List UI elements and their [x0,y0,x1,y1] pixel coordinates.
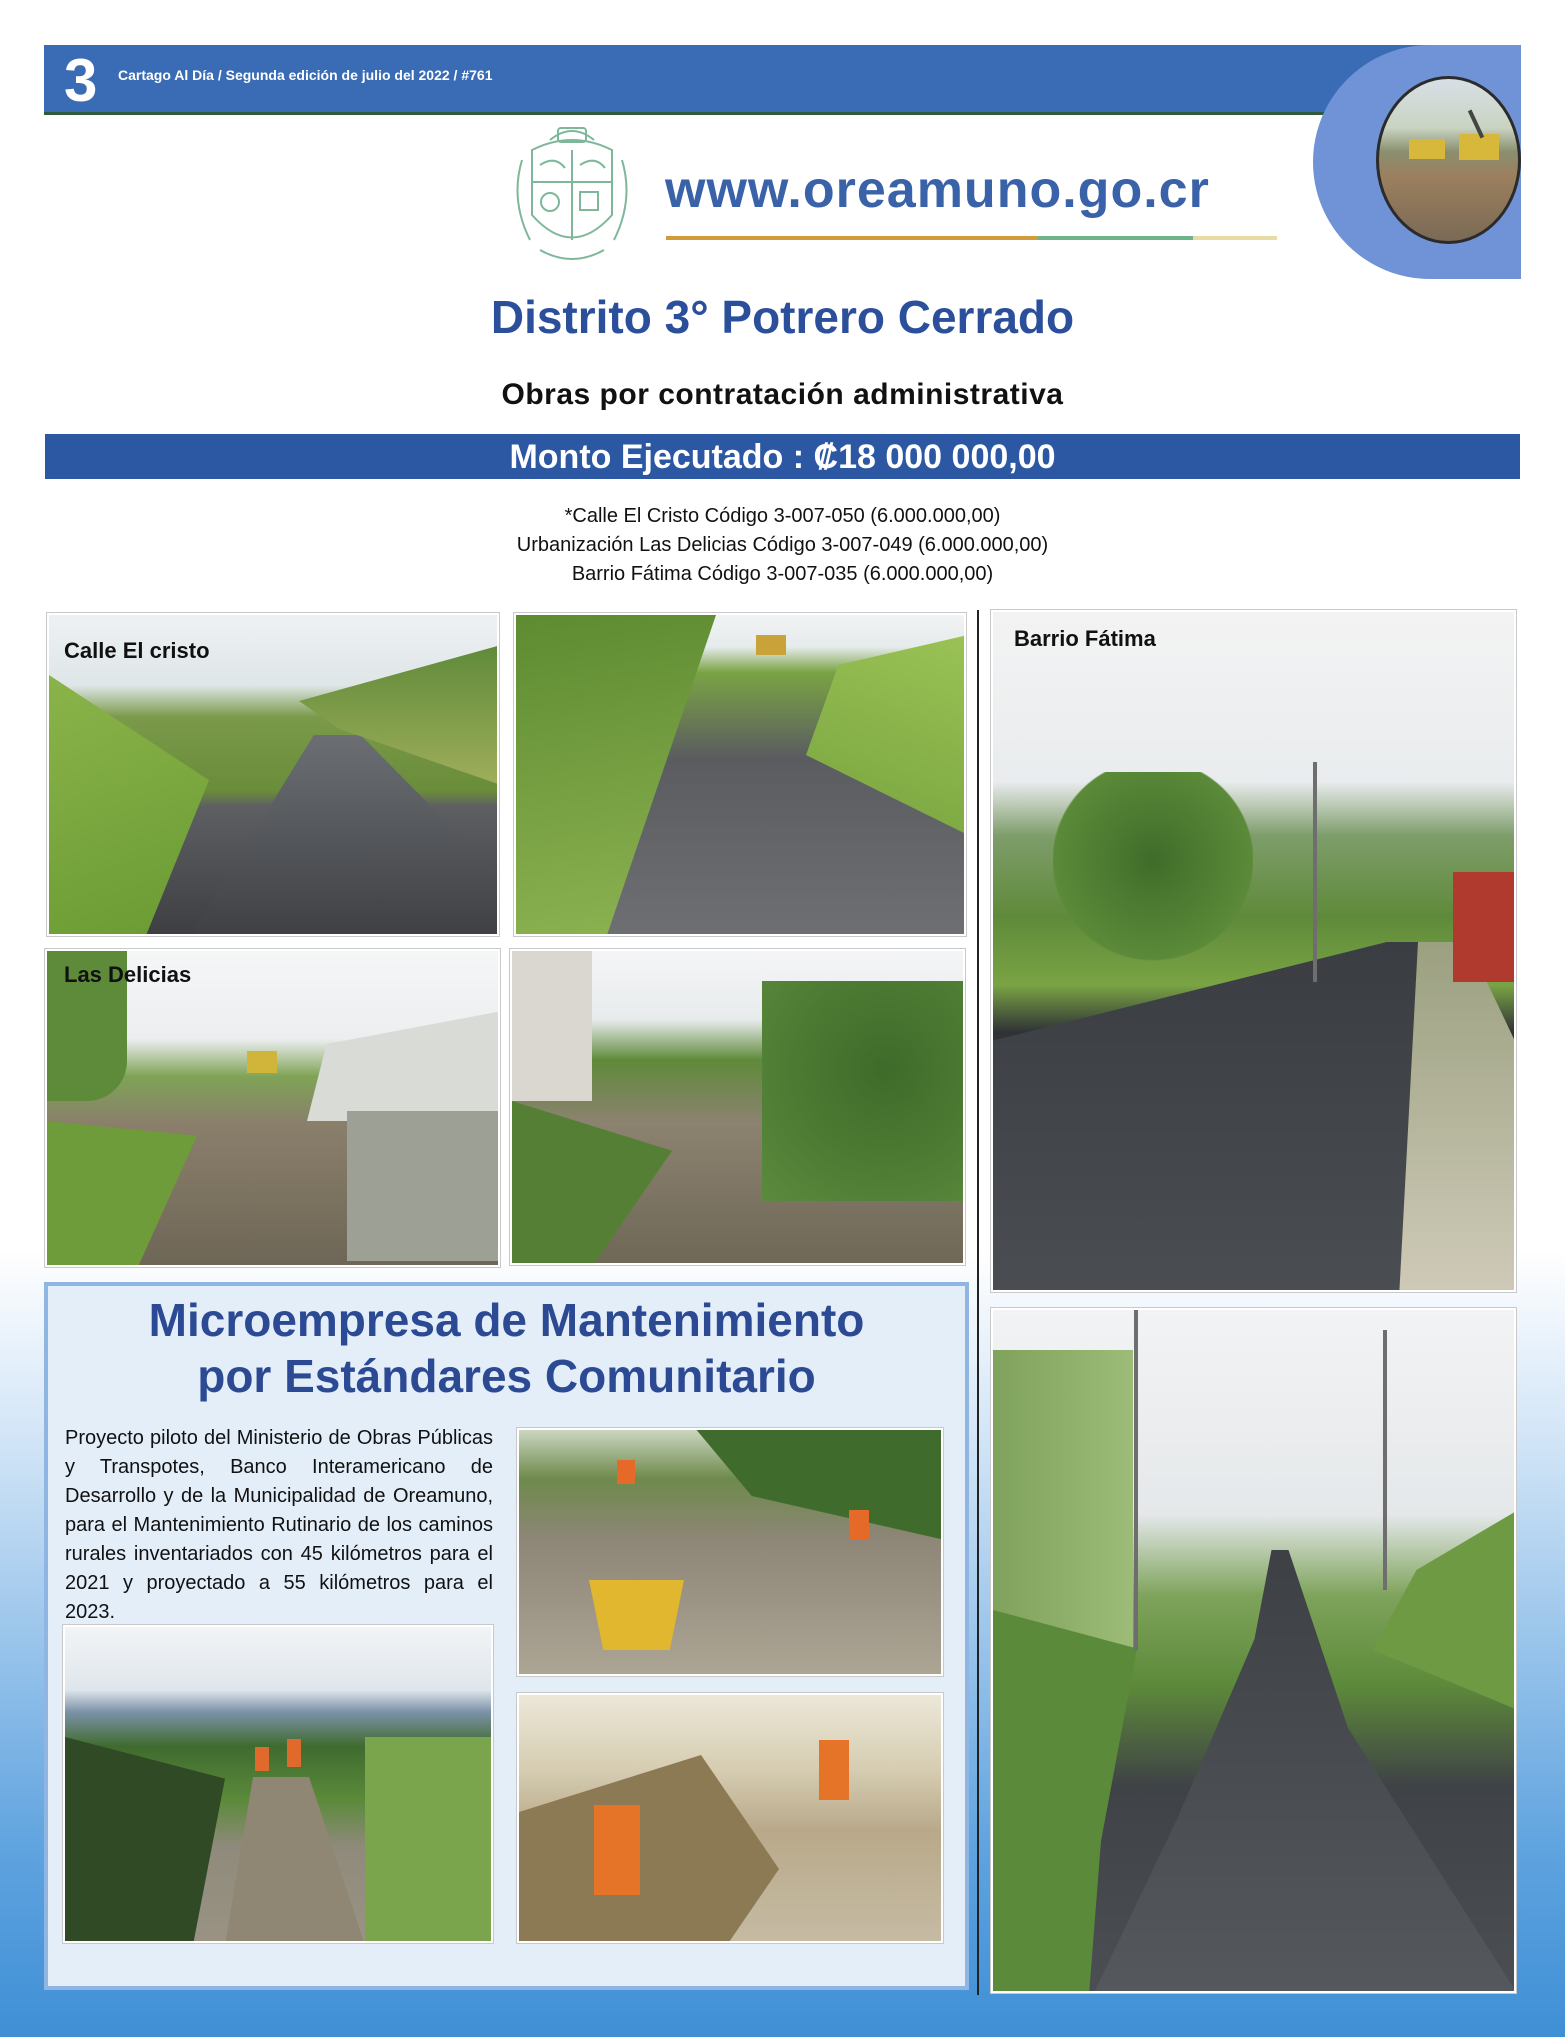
district-title: Distrito 3° Potrero Cerrado [490,291,1075,343]
website-underline-orange [666,236,1038,240]
corner-machinery-photo [1376,76,1521,244]
microempresa-title-line2: por Estándares Comunitario [197,1350,816,1402]
photo-workers-stone-repair [517,1428,943,1676]
photo-barrio-fatima-1 [991,610,1516,1292]
photo-workers-rural-road [63,1625,493,1943]
edition-line: Cartago Al Día / Segunda edición de julio del 2022 / #761 [118,67,493,83]
photo-workers-brush-clearing [517,1693,943,1943]
road-codes [0,502,1565,589]
label-calle-el-cristo: Calle El cristo [64,638,210,663]
label-las-delicias: Las Delicias [64,962,192,987]
amount-bar: Monto Ejecutado : ₡18 000 000,00 [45,434,1520,479]
photo-las-delicias-1 [45,949,500,1267]
page-number: 3 [64,47,98,114]
code-line: *Calle El Cristo Código 3-007-050 (6.000.000,00) [564,505,1001,527]
website-url[interactable]: www.oreamuno.go.cr [665,161,1210,219]
column-divider [977,610,979,1995]
code-line: Barrio Fátima Código 3-007-035 (6.000.000,00) [571,563,994,585]
website-underline-green [1038,236,1193,240]
microempresa-title [44,1292,969,1404]
photo-las-delicias-2 [510,949,965,1265]
code-line: Urbanización Las Delicias Código 3-007-049 (6.000.000,00) [516,534,1049,556]
works-subtitle: Obras por contratación administrativa [501,378,1064,411]
microempresa-title-line1: Microempresa de Mantenimiento [148,1294,865,1346]
microempresa-description: Proyecto piloto del Ministerio de Obras Públicas y Transpotes, Banco Interamericano de Desarrollo y de la Municipalidad de Oreamuno, para el Mantenimiento Rutinario de los caminos rurales inventariados con 45 kilómetros para el 2021 y proyectado a 55 kilómetros para el 2023. [65,1427,493,1623]
label-barrio-fatima: Barrio Fátima [1014,626,1156,651]
website-underline-cream [1193,236,1277,240]
photo-calle-el-cristo-2 [514,613,966,936]
municipal-seal-icon [510,120,634,270]
photo-barrio-fatima-2 [991,1308,1516,1993]
